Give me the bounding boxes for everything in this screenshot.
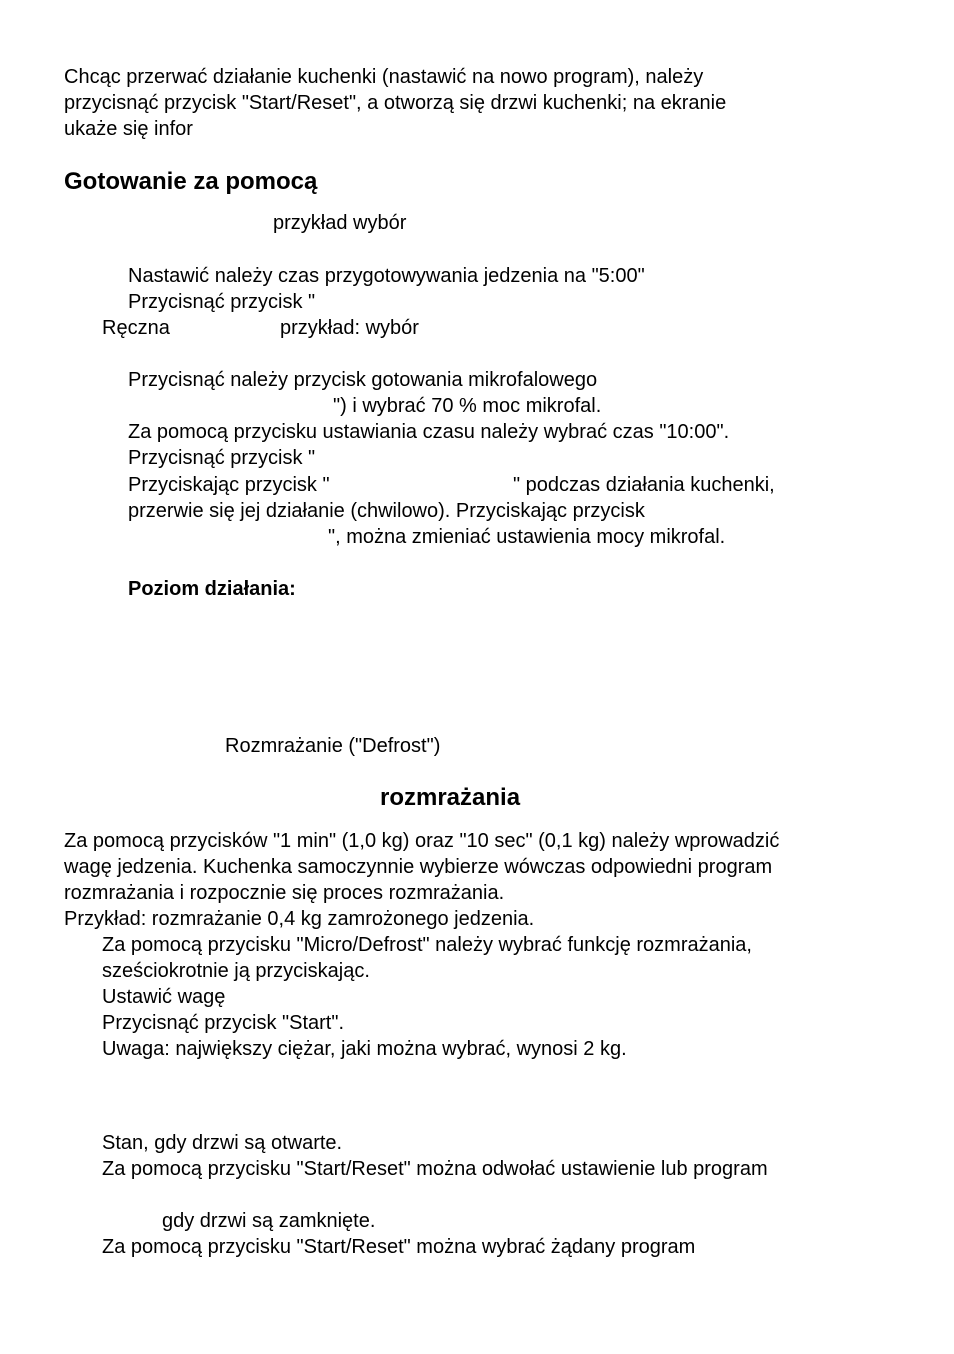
reczna-step-3: Przycisnąć przycisk ": [128, 447, 316, 469]
intro-line-2: przycisnąć przycisk "Start/Reset", a otworzą się drzwi kuchenki; na ekranie: [64, 92, 727, 114]
reczna-step-1a: Przycisnąć należy przycisk gotowania mikrofalowego: [128, 369, 598, 391]
heading-gotowanie: Gotowanie za pomocą: [64, 168, 318, 195]
door-open-state: Stan, gdy drzwi są otwarte.: [102, 1132, 343, 1154]
defrost-title: Rozmrażanie ("Defrost"): [225, 735, 441, 757]
defrost-paragraph-3: rozmrażania i rozpocznie się proces rozmrażania.: [64, 882, 505, 904]
gotowanie-step-1: Nastawić należy czas przygotowywania jedzenia na "5:00": [128, 265, 645, 287]
defrost-example: Przykład: rozmrażanie 0,4 kg zamrożonego jedzenia.: [64, 908, 535, 930]
reczna-step-1b: ") i wybrać 70 % moc mikrofal.: [333, 395, 602, 417]
intro-line-1: Chcąc przerwać działanie kuchenki (nastawić na nowo program), należy: [64, 66, 704, 88]
reczna-example: przykład: wybór: [280, 317, 419, 339]
intro-line-3: ukaże się infor: [64, 118, 193, 140]
gotowanie-example: przykład wybór: [273, 212, 407, 234]
defrost-step-2: Ustawić wagę: [102, 986, 226, 1008]
power-level-label: Poziom działania:: [128, 578, 296, 600]
defrost-note: Uwaga: największy ciężar, jaki można wybrać, wynosi 2 kg.: [102, 1038, 627, 1060]
defrost-paragraph-1: Za pomocą przycisków "1 min" (1,0 kg) oraz "10 sec" (0,1 kg) należy wprowadzić: [64, 830, 780, 852]
reczna-step-4b: przerwie się jej działanie (chwilowo). Przyciskając przycisk: [128, 500, 645, 522]
reczna-step-4a-left: Przyciskając przycisk ": [128, 474, 330, 496]
heading-rozmrazania: rozmrażania: [380, 784, 521, 811]
gotowanie-step-2: Przycisnąć przycisk ": [128, 291, 316, 313]
defrost-step-1b: sześciokrotnie ją przyciskając.: [102, 960, 370, 982]
door-open-action: Za pomocą przycisku "Start/Reset" można odwołać ustawienie lub program: [102, 1158, 768, 1180]
reczna-label: Ręczna: [102, 317, 170, 339]
reczna-step-4c: ", można zmieniać ustawienia mocy mikrofal.: [328, 526, 726, 548]
door-closed-action: Za pomocą przycisku "Start/Reset" można wybrać żądany program: [102, 1236, 696, 1258]
reczna-step-4a-right: " podczas działania kuchenki,: [513, 474, 775, 496]
defrost-paragraph-2: wagę jedzenia. Kuchenka samoczynnie wybierze wówczas odpowiedni program: [64, 856, 773, 878]
defrost-step-3: Przycisnąć przycisk "Start".: [102, 1012, 345, 1034]
door-closed-state: gdy drzwi są zamknięte.: [162, 1210, 376, 1232]
reczna-step-2: Za pomocą przycisku ustawiania czasu należy wybrać czas "10:00".: [128, 421, 730, 443]
defrost-step-1a: Za pomocą przycisku "Micro/Defrost" należy wybrać funkcję rozmrażania,: [102, 934, 752, 956]
